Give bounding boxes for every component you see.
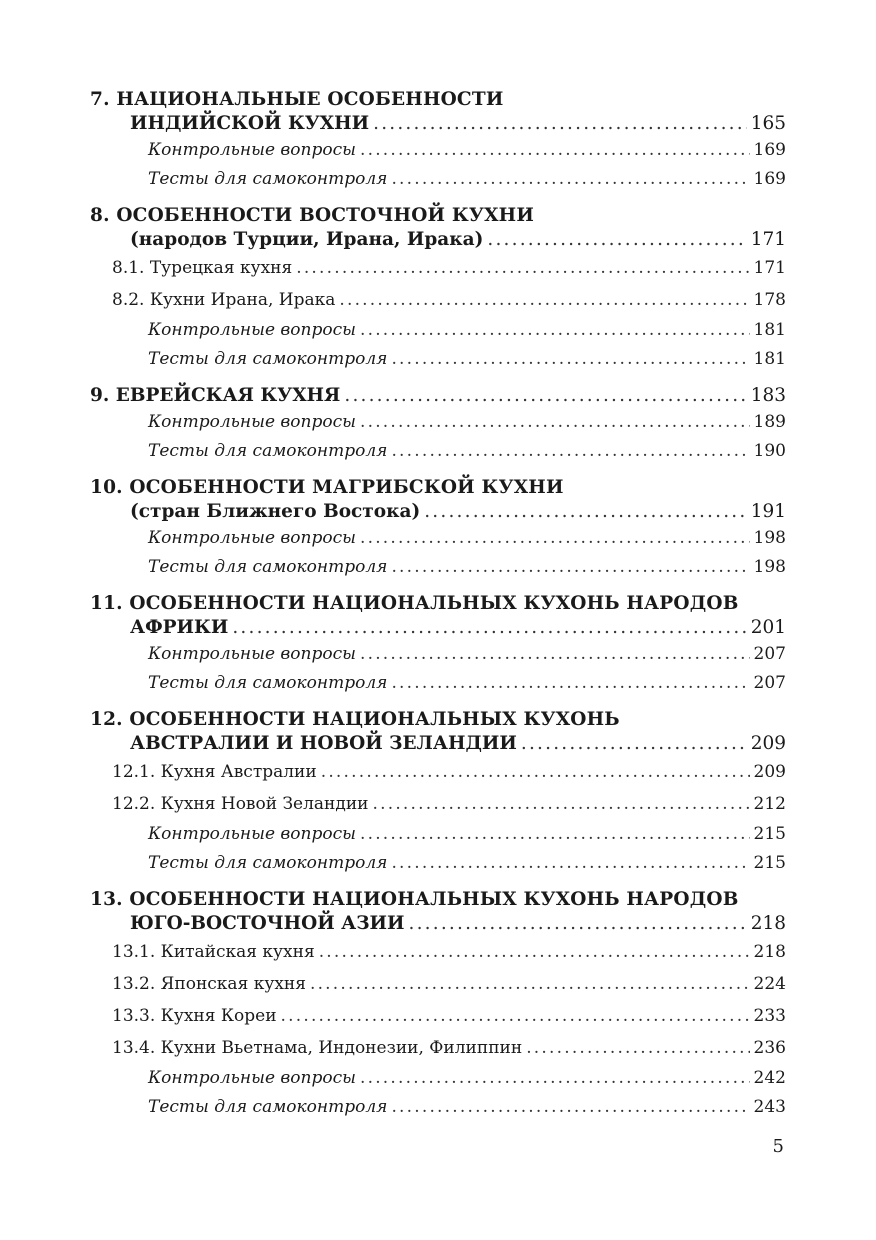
entry-label: 12.1. Кухня Австралии [112,762,317,782]
page-ref: 207 [753,644,786,664]
toc-review-item[interactable] [90,524,786,553]
toc-review-item[interactable] [90,1093,786,1122]
toc-review-item[interactable] [90,316,786,345]
chapter-title-cont: ЮГО-ВОСТОЧНОЙ АЗИИ [130,913,405,934]
entry-label: 8.1. Турецкая кухня [112,258,293,278]
page-ref: 209 [750,733,786,754]
toc-section[interactable] [90,936,786,968]
leader-dots [391,165,749,194]
leader-dots [339,284,749,316]
toc-review-item[interactable] [90,669,786,698]
toc-chapter [90,88,786,194]
entry-label: Тесты для самоконтроля [148,853,388,873]
leader-dots [526,1032,749,1064]
entry-label: Контрольные вопросы [148,412,356,432]
page-ref: 215 [753,824,786,844]
leader-dots [281,1000,750,1032]
entry-label: 13.4. Кухни Вьетнама, Индонезии, Филиппин [112,1038,523,1058]
leader-dots [319,936,750,968]
page-ref: 178 [753,290,786,310]
leader-dots [391,1093,749,1122]
leader-dots [321,756,750,788]
page-ref: 183 [750,385,786,406]
page-ref: 207 [753,673,786,693]
toc-section[interactable] [90,756,786,788]
entry-label: Контрольные вопросы [148,528,356,548]
table-of-contents [90,88,786,1132]
leader-dots [391,849,749,878]
entry-label: Тесты для самоконтроля [148,169,388,189]
page-ref: 236 [753,1038,786,1058]
leader-dots [360,524,750,553]
chapter-title: 11. ОСОБЕННОСТИ НАЦИОНАЛЬНЫХ КУХОНЬ НАРОДОВ [90,593,739,614]
leader-dots [360,136,750,165]
entry-label: Контрольные вопросы [148,1068,356,1088]
toc-chapter [90,384,786,466]
leader-dots [373,788,750,820]
leader-dots [391,553,749,582]
leader-dots [360,640,750,669]
leader-dots [391,437,749,466]
toc-review-item[interactable] [90,345,786,374]
chapter-title-line[interactable] [90,228,786,252]
page-ref: 209 [753,762,786,782]
page-ref: 190 [753,441,786,461]
toc-review-item[interactable] [90,849,786,878]
toc-section[interactable] [90,284,786,316]
leader-dots [487,228,746,252]
page-ref: 169 [753,169,786,189]
page-ref: 198 [753,557,786,577]
toc-chapter [90,204,786,374]
chapter-title-line[interactable] [90,912,786,936]
leader-dots [296,252,749,284]
page-ref: 243 [753,1097,786,1117]
toc-review-item[interactable] [90,136,786,165]
chapter-title-cont: 9. ЕВРЕЙСКАЯ КУХНЯ [90,385,341,406]
leader-dots [360,820,750,849]
page-ref: 215 [753,853,786,873]
page-ref: 198 [753,528,786,548]
chapter-title: 8. ОСОБЕННОСТИ ВОСТОЧНОЙ КУХНИ [90,205,535,226]
page-number: 5 [772,1136,784,1157]
chapter-title-line[interactable] [90,500,786,524]
chapter-title: 7. НАЦИОНАЛЬНЫЕ ОСОБЕННОСТИ [90,89,504,110]
toc-review-item[interactable] [90,437,786,466]
entry-label: Тесты для самоконтроля [148,441,388,461]
toc-review-item[interactable] [90,553,786,582]
leader-dots [360,316,750,345]
page-ref: 242 [753,1068,786,1088]
toc-review-item[interactable] [90,165,786,194]
chapter-title-cont: АВСТРАЛИИ И НОВОЙ ЗЕЛАНДИИ [130,733,517,754]
page-ref: 171 [753,258,786,278]
entry-label: Тесты для самоконтроля [148,557,388,577]
entry-label: Тесты для самоконтроля [148,673,388,693]
toc-section[interactable] [90,252,786,284]
page-ref: 224 [753,974,786,994]
leader-dots [391,669,749,698]
toc-chapter [90,476,786,582]
toc-section[interactable] [90,968,786,1000]
page-ref: 181 [753,349,786,369]
leader-dots [391,345,749,374]
entry-label: 13.2. Японская кухня [112,974,306,994]
chapter-title: 13. ОСОБЕННОСТИ НАЦИОНАЛЬНЫХ КУХОНЬ НАРОДОВ [90,889,739,910]
chapter-title: 12. ОСОБЕННОСТИ НАЦИОНАЛЬНЫХ КУХОНЬ [90,709,620,730]
leader-dots [373,112,747,136]
toc-review-item[interactable] [90,820,786,849]
toc-review-item[interactable] [90,640,786,669]
chapter-title-line[interactable] [90,732,786,756]
leader-dots [360,1064,750,1093]
page-ref: 169 [753,140,786,160]
entry-label: 8.2. Кухни Ирана, Ирака [112,290,336,310]
toc-chapter [90,592,786,698]
toc-chapter [90,888,786,1122]
entry-label: 13.3. Кухня Кореи [112,1006,277,1026]
entry-label: Контрольные вопросы [148,320,356,340]
chapter-title: 10. ОСОБЕННОСТИ МАГРИБСКОЙ КУХНИ [90,477,564,498]
leader-dots [310,968,750,1000]
chapter-title-cont: АФРИКИ [130,617,229,638]
entry-label: Контрольные вопросы [148,644,356,664]
toc-review-item[interactable] [90,408,786,437]
page-ref: 189 [753,412,786,432]
toc-section[interactable] [90,788,786,820]
page-ref: 218 [753,942,786,962]
entry-label: Тесты для самоконтроля [148,1097,388,1117]
page-ref: 212 [753,794,786,814]
leader-dots [344,384,746,408]
toc-review-item[interactable] [90,1064,786,1093]
entry-label: Тесты для самоконтроля [148,349,388,369]
leader-dots [360,408,750,437]
leader-dots [424,500,746,524]
chapter-title-line[interactable] [90,616,786,640]
entry-label: Контрольные вопросы [148,824,356,844]
page-ref: 171 [750,229,786,250]
page-ref: 181 [753,320,786,340]
page-ref: 233 [753,1006,786,1026]
page-ref: 165 [750,113,786,134]
entry-label: Контрольные вопросы [148,140,356,160]
toc-chapter [90,708,786,878]
chapter-title-cont: (народов Турции, Ирана, Ирака) [130,229,484,250]
page-ref: 218 [750,913,786,934]
entry-label: 12.2. Кухня Новой Зеландии [112,794,369,814]
page-ref: 201 [750,617,786,638]
leader-dots [409,912,747,936]
entry-label: 13.1. Китайская кухня [112,942,315,962]
toc-section[interactable] [90,1032,786,1064]
leader-dots [232,616,746,640]
leader-dots [521,732,747,756]
toc-section[interactable] [90,1000,786,1032]
chapter-title-cont: ИНДИЙСКОЙ КУХНИ [130,113,370,134]
chapter-title-cont: (стран Ближнего Востока) [130,501,421,522]
chapter-title-line[interactable] [90,112,786,136]
chapter-title-line[interactable] [90,384,786,408]
page-ref: 191 [750,501,786,522]
